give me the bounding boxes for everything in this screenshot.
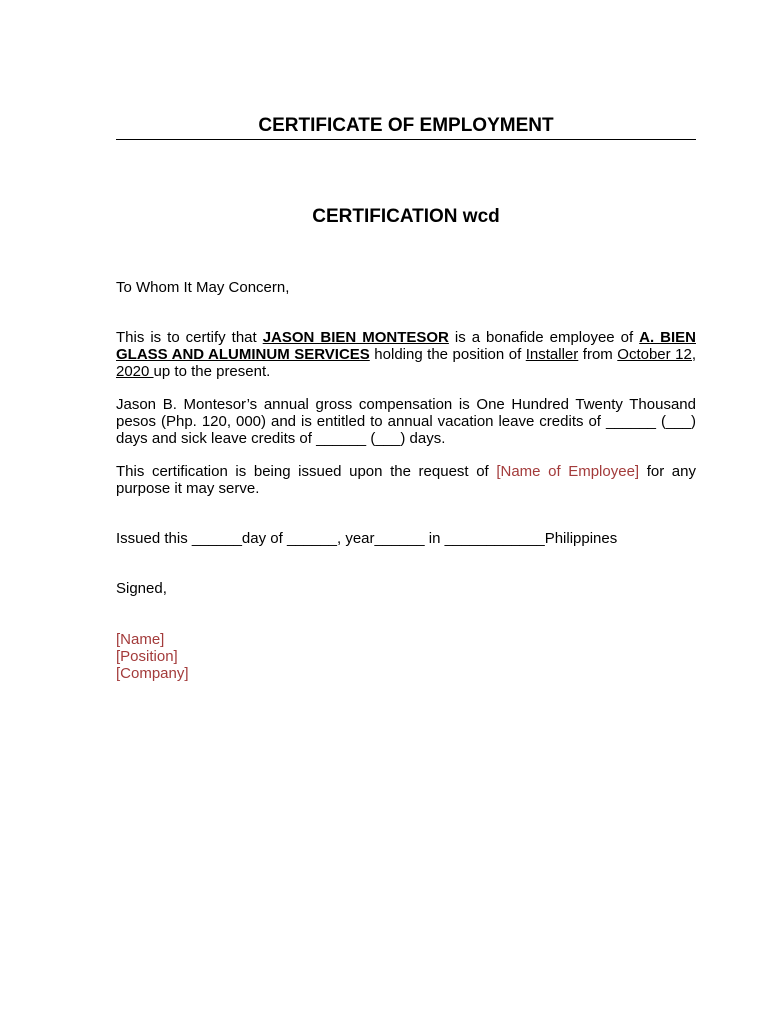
title-underline-rule [116, 139, 696, 140]
employee-name-placeholder: [Name of Employee] [496, 463, 640, 480]
signatory-position-placeholder: [Position] [116, 647, 178, 665]
compensation-paragraph: Jason B. Montesor’s annual gross compensation is One Hundred Twenty Thousand pesos (Php. 120, 000) and is entitled to annual vacation leave credits of ______ (___) days and sick leave credits of ______ (___) days. [116, 396, 696, 447]
company-name: A. BIEN GLASS AND ALUMINUM SERVICES [116, 329, 696, 363]
signatory-company-placeholder: [Company] [116, 664, 189, 682]
signature-block [116, 632, 189, 682]
employee-name: JASON BIEN MONTESOR [262, 329, 449, 346]
salutation: To Whom It May Concern, [116, 279, 290, 296]
document-title: CERTIFICATE OF EMPLOYMENT [258, 115, 554, 136]
purpose-paragraph [116, 464, 696, 498]
p1-mid-text-3: from [578, 345, 618, 363]
start-date: October 12, 2020 [116, 345, 696, 380]
p3-tail-text: for any purpose it may serve. [116, 463, 696, 497]
certification-subtitle: CERTIFICATION wcd [312, 206, 500, 227]
certification-paragraph [116, 330, 696, 380]
p1-mid-text-2: holding the position of [369, 345, 526, 363]
p3-lead-text: This certification is being issued upon the request of [116, 463, 497, 480]
p1-lead-text: This is to certify that [116, 329, 263, 346]
signed-label: Signed, [116, 580, 167, 597]
p1-tail-text: up to the present. [153, 362, 271, 380]
issued-line: Issued this ______day of ______, year______ in ____________Philippines [116, 530, 618, 547]
employee-position: Installer [525, 345, 579, 363]
p1-mid-text-1: is a bonafide employee of [448, 329, 640, 346]
signatory-name-placeholder: [Name] [116, 631, 165, 648]
